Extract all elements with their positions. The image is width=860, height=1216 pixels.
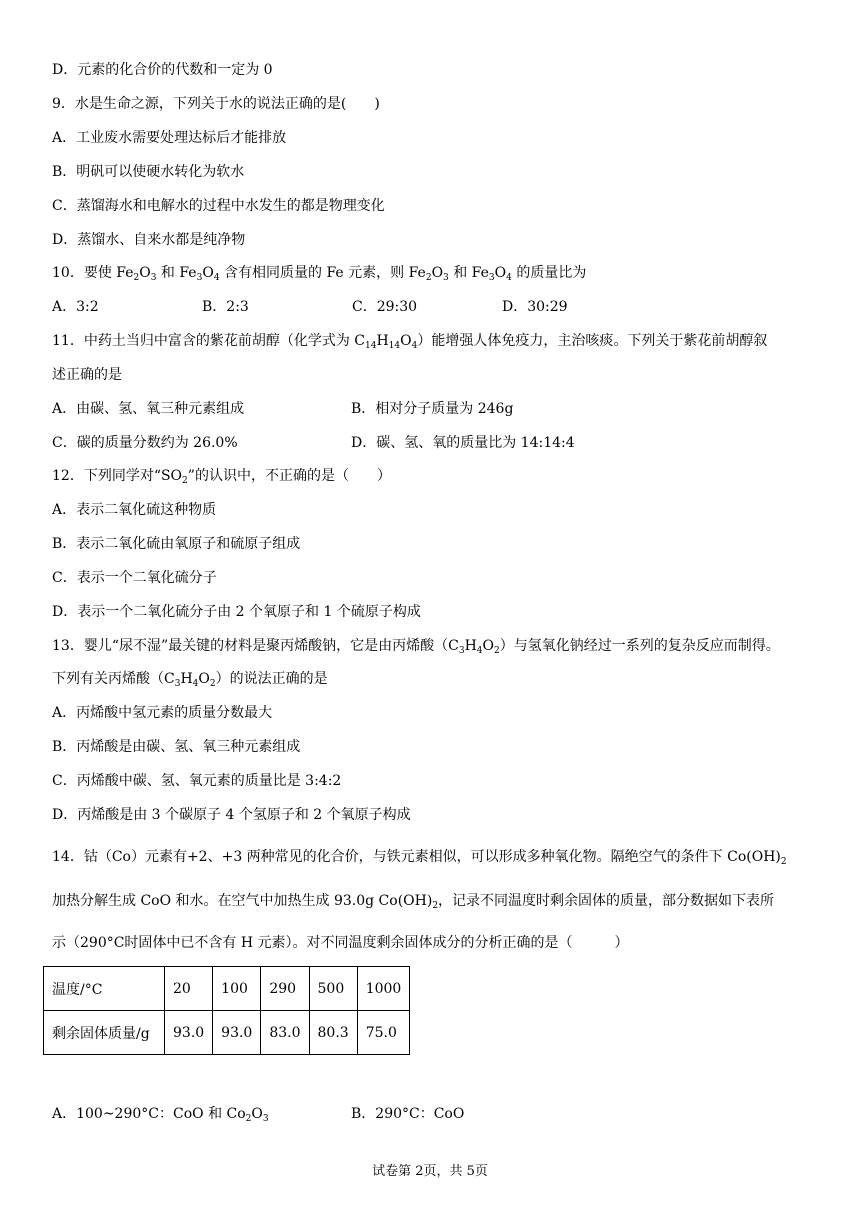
q14-option-a: A．100~290°C：CoO 和 $Co_2O_3$ bbox=[52, 1106, 269, 1124]
q9-stem: 9．水是生命之源，下列关于水的说法正确的是( ) bbox=[52, 96, 380, 112]
q11-option-b: B．相对分子质量为 246g bbox=[351, 401, 514, 417]
table-cell: 93.0 bbox=[213, 1011, 261, 1055]
table-header-mass: 剩余固体质量/g bbox=[44, 1011, 165, 1055]
q13-stem: 13．婴儿“尿不湿”最关键的材料是聚丙烯酸钠，它是由丙烯酸$(C_3H_4O_2)$与氢氧化钠经过一系列的复杂反应而制得。 bbox=[52, 638, 780, 656]
q9-option-d: D．蒸馏水、自来水都是纯净物 bbox=[52, 232, 246, 248]
q11-option-a: A．由碳、氢、氧三种元素组成 bbox=[52, 401, 245, 417]
q12-option-c: C．表示一个二氧化硫分子 bbox=[52, 570, 217, 586]
q11-stem-cont: 述正确的是 bbox=[52, 367, 122, 383]
q11-stem: 11．中药土当归中富含的紫花前胡醇（化学式为 $C_{14}H_{14}O_4$）能增强人体免疫力，主治咳痰。下列关于紫花前胡醇叙 bbox=[52, 333, 768, 351]
q10-stem: 10．要使 $Fe_2O_3$ 和 $Fe_3O_4$ 含有相同质量的 Fe 元素，则 $Fe_2O_3$ 和 $Fe_3O_4$ 的质量比为 bbox=[52, 265, 587, 283]
q13-stem-cont: 下列有关丙烯酸$(C_3H_4O_2)$的说法正确的是 bbox=[52, 671, 328, 689]
q10-option-a: A．3:2 bbox=[52, 299, 99, 315]
table-cell: 80.3 bbox=[309, 1011, 357, 1055]
table-cell: 1000 bbox=[357, 967, 410, 1011]
q12-option-b: B．表示二氧化硫由氧原子和硫原子组成 bbox=[52, 536, 301, 552]
table-row-temperature bbox=[44, 967, 410, 1011]
q12-stem: 12．下列同学对“$SO_2$”的认识中，不正确的是（ ） bbox=[52, 468, 391, 486]
table-cell: 290 bbox=[261, 967, 309, 1011]
q12-option-d: D．表示一个二氧化硫分子由 2 个氧原子和 1 个硫原子构成 bbox=[52, 604, 421, 620]
page-footer: 试卷第 2页，共 5页 bbox=[372, 1164, 488, 1179]
q8-option-d: D．元素的化合价的代数和一定为 0 bbox=[52, 62, 273, 78]
table-row-mass bbox=[44, 1011, 410, 1055]
q9-option-c: C．蒸馏海水和电解水的过程中水发生的都是物理变化 bbox=[52, 198, 385, 214]
q10-option-d: D．30:29 bbox=[502, 299, 568, 315]
q14-stem-2: 加热分解生成 CoO 和水。在空气中加热生成 93.0g $Co(OH)_2$，记录不同温度时剩余固体的质量，部分数据如下表所 bbox=[52, 893, 775, 911]
q13-option-c: C．丙烯酸中碳、氢、氧元素的质量比是 3:4:2 bbox=[52, 773, 342, 789]
q14-option-b: B．290°C：CoO bbox=[351, 1106, 465, 1122]
table-cell: 100 bbox=[213, 967, 261, 1011]
q9-option-a: A．工业废水需要处理达标后才能排放 bbox=[52, 130, 287, 146]
q11-option-d: D．碳、氢、氧的质量比为 14:14:4 bbox=[351, 435, 575, 451]
q9-option-b: B．明矾可以使硬水转化为软水 bbox=[52, 164, 245, 180]
table-cell: 75.0 bbox=[357, 1011, 410, 1055]
q13-option-d: D．丙烯酸是由 3 个碳原子 4 个氢原子和 2 个氧原子构成 bbox=[52, 807, 411, 823]
table-cell: 20 bbox=[165, 967, 213, 1011]
table-cell: 83.0 bbox=[261, 1011, 309, 1055]
table-cell: 93.0 bbox=[165, 1011, 213, 1055]
table-header-temperature: 温度/°C bbox=[44, 967, 165, 1011]
q11-option-c: C．碳的质量分数约为 26.0% bbox=[52, 435, 238, 451]
q13-option-a: A．丙烯酸中氢元素的质量分数最大 bbox=[52, 705, 273, 721]
q10-option-b: B．2:3 bbox=[202, 299, 249, 315]
temperature-mass-table bbox=[43, 966, 410, 1055]
q14-stem: 14．钴（Co）元素有+2、+3 两种常见的化合价，与铁元素相似，可以形成多种氧化物。隔绝空气的条件下 $Co(OH)_2$ bbox=[52, 849, 787, 867]
q13-option-b: B．丙烯酸是由碳、氢、氧三种元素组成 bbox=[52, 739, 301, 755]
q14-stem-3: 示（290°C时固体中已不含有 H 元素）。对不同温度剩余固体成分的分析正确的是（ ） bbox=[52, 935, 629, 951]
table-cell: 500 bbox=[309, 967, 357, 1011]
q12-option-a: A．表示二氧化硫这种物质 bbox=[52, 502, 217, 518]
q10-option-c: C．29:30 bbox=[352, 299, 418, 315]
